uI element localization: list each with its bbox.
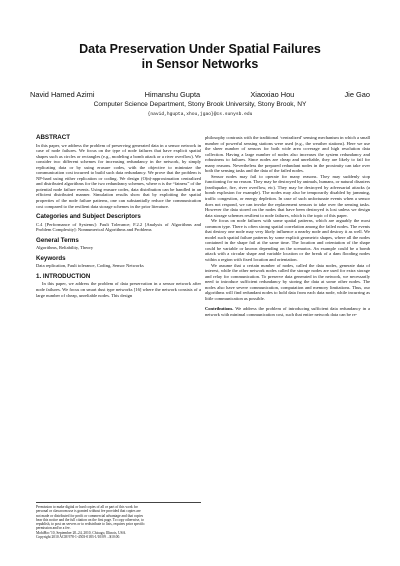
introduction-heading: 1. INTRODUCTION — [36, 272, 91, 280]
body-paragraph: We assume that a certain number of nodes, called the data nodes, generate data of interest, while the other network nodes called the storage nodes are used for extra storage and relay for communication. To preserve data generated in the network, we necessarily need to introduce sufficient redundancy by storing the data at some other nodes. The nodes also have severe communication, computation and memory limitations. Thus, our algorithms will find redundant nodes to hold data from each data node, while incurring as little communication as possible. — [205, 262, 370, 301]
left-column — [36, 135, 201, 298]
author-name: Jie Gao — [344, 90, 370, 99]
title-line-1: Data Preservation Under Spatial Failures — [79, 42, 321, 56]
terms-heading: General Terms — [36, 236, 79, 244]
body-paragraph: Sensor nodes may fail to operate for many reasons. They may suddenly stop functioning for no reason. They may be destroyed by animals, humans, or natural disasters (earthquake, fire, river overflow, etc). They may be destroyed by adversarial attacks (a bomb explosion for example). The nodes may also be temporarily disabled by jamming, traffic congestion, or energy depletion. In case of such unfortunate events when a sensor does not respond, we can invoke the replacement sensors to take over the sensing tasks. However the data stored on the nodes that have been destroyed is lost unless we design data storage schemes resilient to node failures, which is the topic of this paper. — [205, 173, 370, 218]
footnote-line: republish, to post on servers or to redistribute to lists, requires prior specific — [36, 522, 145, 527]
author-list — [30, 90, 370, 99]
contributions-label: Contributions. — [205, 306, 234, 312]
footnote-line: not made or distributed for profit or commercial advantage and that copies — [36, 513, 144, 518]
footnote-line: personal or classroom use is granted without fee provided that copies are — [36, 509, 141, 514]
footnote-line: Permission to make digital or hard copies of all or part of this work for — [36, 505, 138, 509]
categories-heading: Categories and Subject Descriptors — [36, 213, 141, 221]
abstract-text: In this paper, we address the problem of preserving generated data in a sensor network in case of node failures. We focus on the type of node failures that have explicit spatial shapes such as circles or rectangles (e.g., modeling a bomb attack or a river overflow). We consider two different schemes for increasing redundancy in the network, by simply replicating data or by using erasure codes, with the objective to minimize the communication cost incurred to build such data redundancy. We prove that the problem is NP-hard using either replication or coding. We design (O(n)-approximation centralized and distributed algorithms for the two redundancy schemes, where n is the “fatness” of the potential node failure events. Using erasure codes, data distribution can be handled in an efficient distributed manner. Simulation results show that by exploiting the spatial properties of the node failure patterns, one can substantially reduce the communication cost compared to the resilient data storage schemes in the prior literature. — [36, 142, 201, 209]
footnote-line: Copyright 2010 ACM 978-1-4503-0183-1/10/09 ...$10.00. — [36, 535, 121, 540]
abstract-heading: ABSTRACT — [36, 134, 71, 141]
title-line-2: in Sensor Networks — [141, 57, 259, 71]
body-paragraph: We focus on node failures with some spatial patterns, which are arguably the most common type. There is often strong spatial correlation among the failed nodes. The events that destroy one node may very likely influence a nearby node and destroy it as well. We model such spatial failure patterns by some explicit geometric shapes, where all the nodes contained in the shape fail at the same time. The location and orientation of the shape could be variable or known depending on the scenarios. An example could be a bomb attack with a circular shape and variable location or the break of a dam flooding nodes within a region with fixed location and orientation. — [205, 218, 370, 263]
terms-text: Algorithms, Reliability, Theory — [36, 245, 94, 251]
keywords-heading: Keywords — [36, 254, 66, 262]
right-column — [205, 135, 370, 318]
paper-title — [20, 42, 380, 72]
author-emails: {navid,hgupta,xhou,jgao}@cs.sunysb.edu — [147, 112, 253, 117]
keywords-text: Data replication, Fault tolerance, Coding, Sensor Networks — [36, 263, 144, 269]
author-name: Navid Hamed Azimi — [30, 90, 95, 99]
contributions-text: We address the problem of introducing sufficient data redundancy in a network with minimal communication cost, such that entire network data can be re- — [205, 306, 370, 317]
footnote-line: bear this notice and the full citation on the first page. To copy otherwise, to — [36, 517, 144, 522]
copyright-footnote — [36, 502, 201, 539]
footnote-line: permission and/or a fee. — [36, 526, 71, 531]
author-name: Xiaoxiao Hou — [250, 90, 295, 99]
author-name: Himanshu Gupta — [144, 90, 201, 99]
introduction-paragraph: In this paper, we address the problem of data preservation in a sensor network after node failures. We focus on smart dust type networks [16] where the network consists of a large number of cheap, unreliable nodes. This design — [36, 281, 201, 298]
footnote-line: MobiHoc’10, September 20–24, 2010, Chicago, Illinois, USA. — [36, 530, 127, 535]
contributions-paragraph — [205, 306, 370, 317]
body-paragraph: philosophy contrasts with the traditional ‘centralized’ sensing mechanism in which a small number of powerful sensing stations were used (e.g., the weather stations). Here we use the sheer number of sensors for both wide area coverage and high resolution data collection. Having a large number of nodes also increases the system redundancy and robustness to failures. Since nodes are cheap and unreliable, they are likely to fail for many reasons. Nevertheless the prepared redundant nodes in the proximity can take over both the sensing tasks and the data of the failed nodes. — [205, 135, 370, 174]
affiliation: Computer Science Department, Stony Brook University, Stony Brook, NY — [93, 101, 307, 108]
categories-text: C.4 [Performance of Systems]: Fault Tolerance; F.2.2 [Analysis of Algorithms and Problem Complexity]: Nonnumerical Algorithms and Problems — [36, 221, 201, 233]
